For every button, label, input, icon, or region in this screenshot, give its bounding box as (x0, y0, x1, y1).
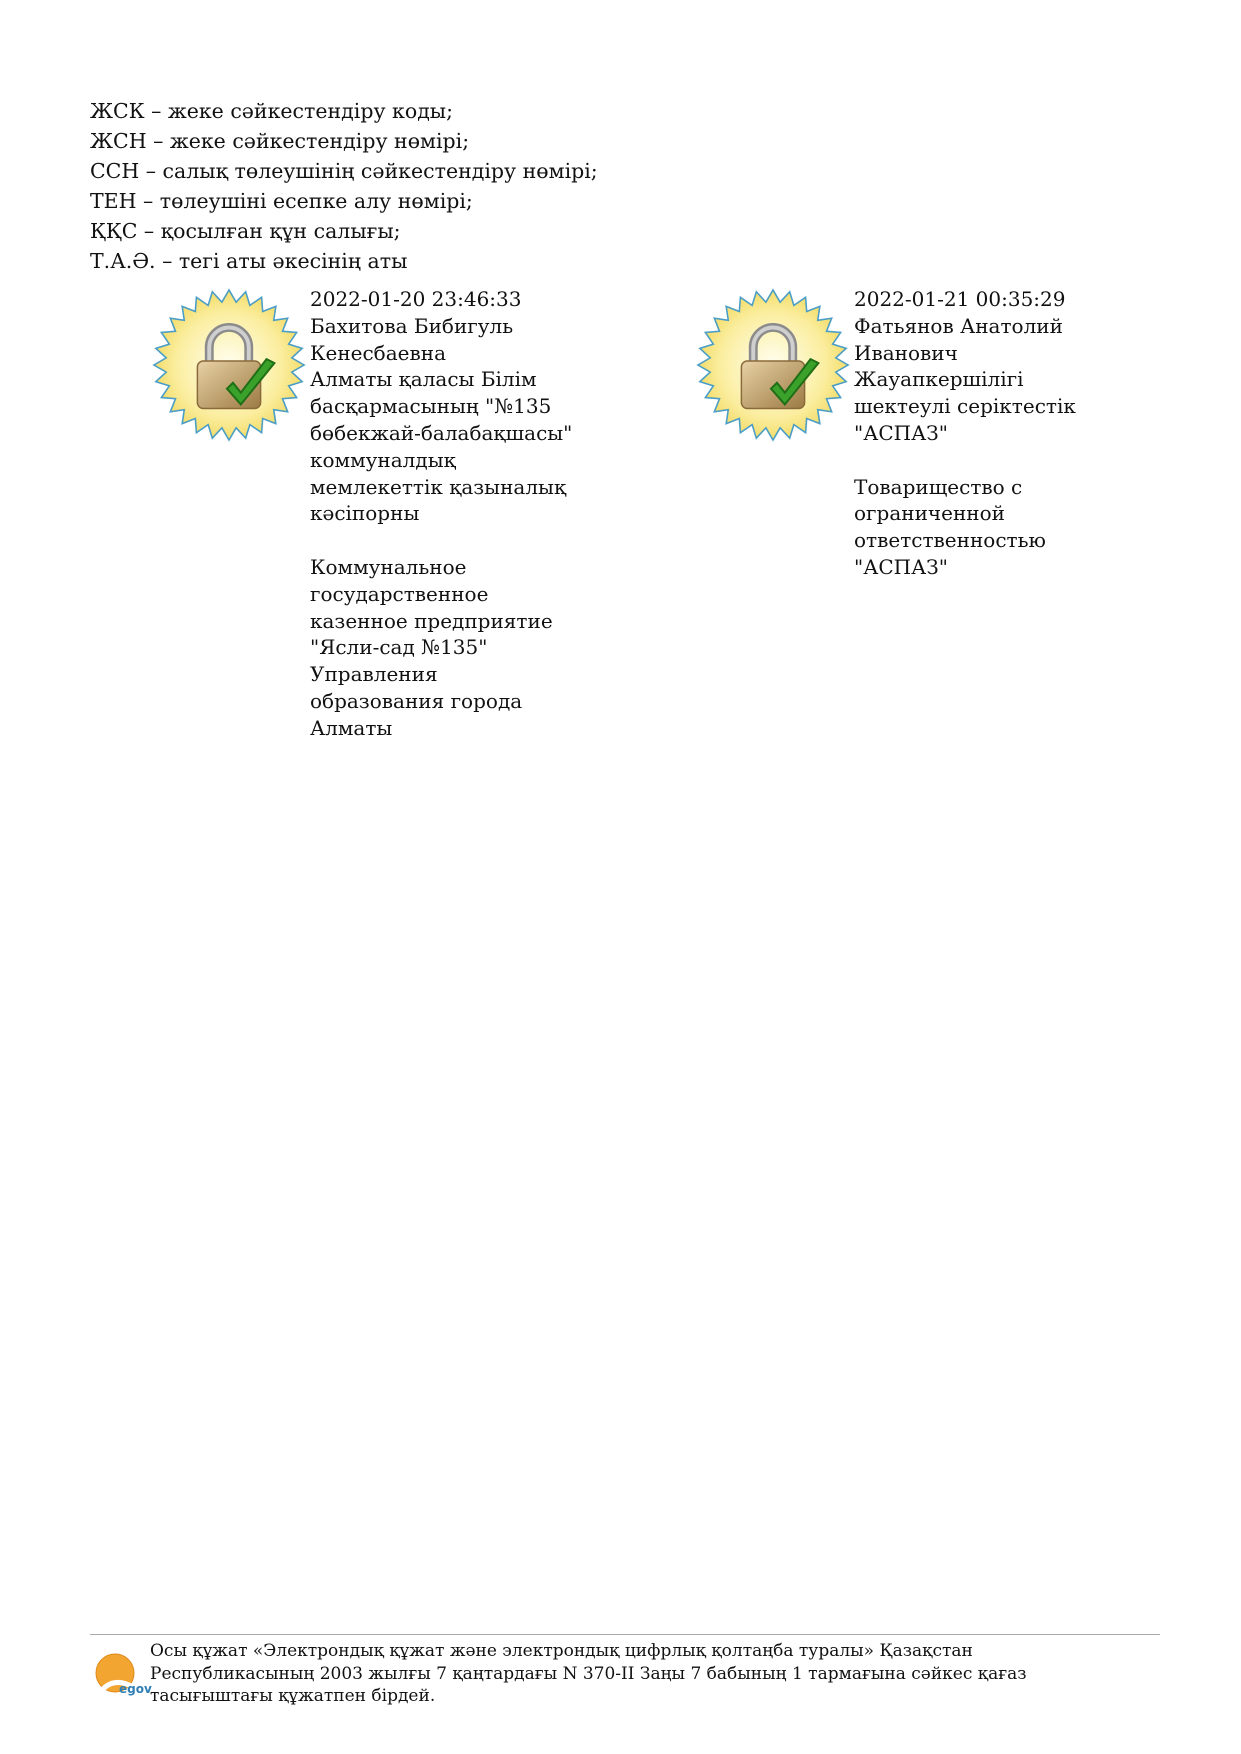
footer-legal-note: Осы құжат «Электрондық құжат және электрондық цифрлық қолтаңба туралы» Қазақстан Республикасының 2003 жылғы 7 қаңтардағы N 370-II Заңы 7 бабының 1 тармағына сәйкес қағаз тасығыштағы құжатпен бірдей. (150, 1641, 1027, 1706)
verified-seal-icon (694, 286, 852, 444)
abbreviations-list (90, 96, 598, 276)
abbreviation-item: ТЕН – төлеушіні есепке алу нөмірі; (90, 189, 473, 213)
abbreviation-item: ЖСН – жеке сәйкестендіру нөмірі; (90, 129, 470, 153)
egov-logo-icon (93, 1649, 152, 1699)
verified-seal-icon (150, 286, 308, 444)
abbreviation-item: Т.А.Ә. – тегі аты әкесінің аты (90, 249, 408, 273)
abbreviation-item: ҚҚС – қосылған құн салығы; (90, 219, 401, 243)
abbreviation-item: ЖСК – жеке сәйкестендіру коды; (90, 99, 454, 123)
signature-details: 2022-01-20 23:46:33 Бахитова Бибигуль Кенесбаевна Алматы қаласы Білім басқармасының "№135 бөбекжай-балабақшасы" коммуналдық мемлекеттік қазыналық кәсіпорны Коммунальное государственное казенное предприятие "Ясли-сад №135" Управления образования города Алматы (310, 287, 573, 740)
signature-details: 2022-01-21 00:35:29 Фатьянов Анатолий Иванович Жауапкершілігі шектеулі серіктестік "АСПАЗ" Товарищество с ограниченной ответственностью "АСПАЗ" (854, 287, 1076, 579)
footer-divider (90, 1634, 1160, 1635)
svg-text:egov: egov (119, 1682, 152, 1696)
abbreviation-item: ССН – салық төлеушінің сәйкестендіру нөмірі; (90, 159, 598, 183)
